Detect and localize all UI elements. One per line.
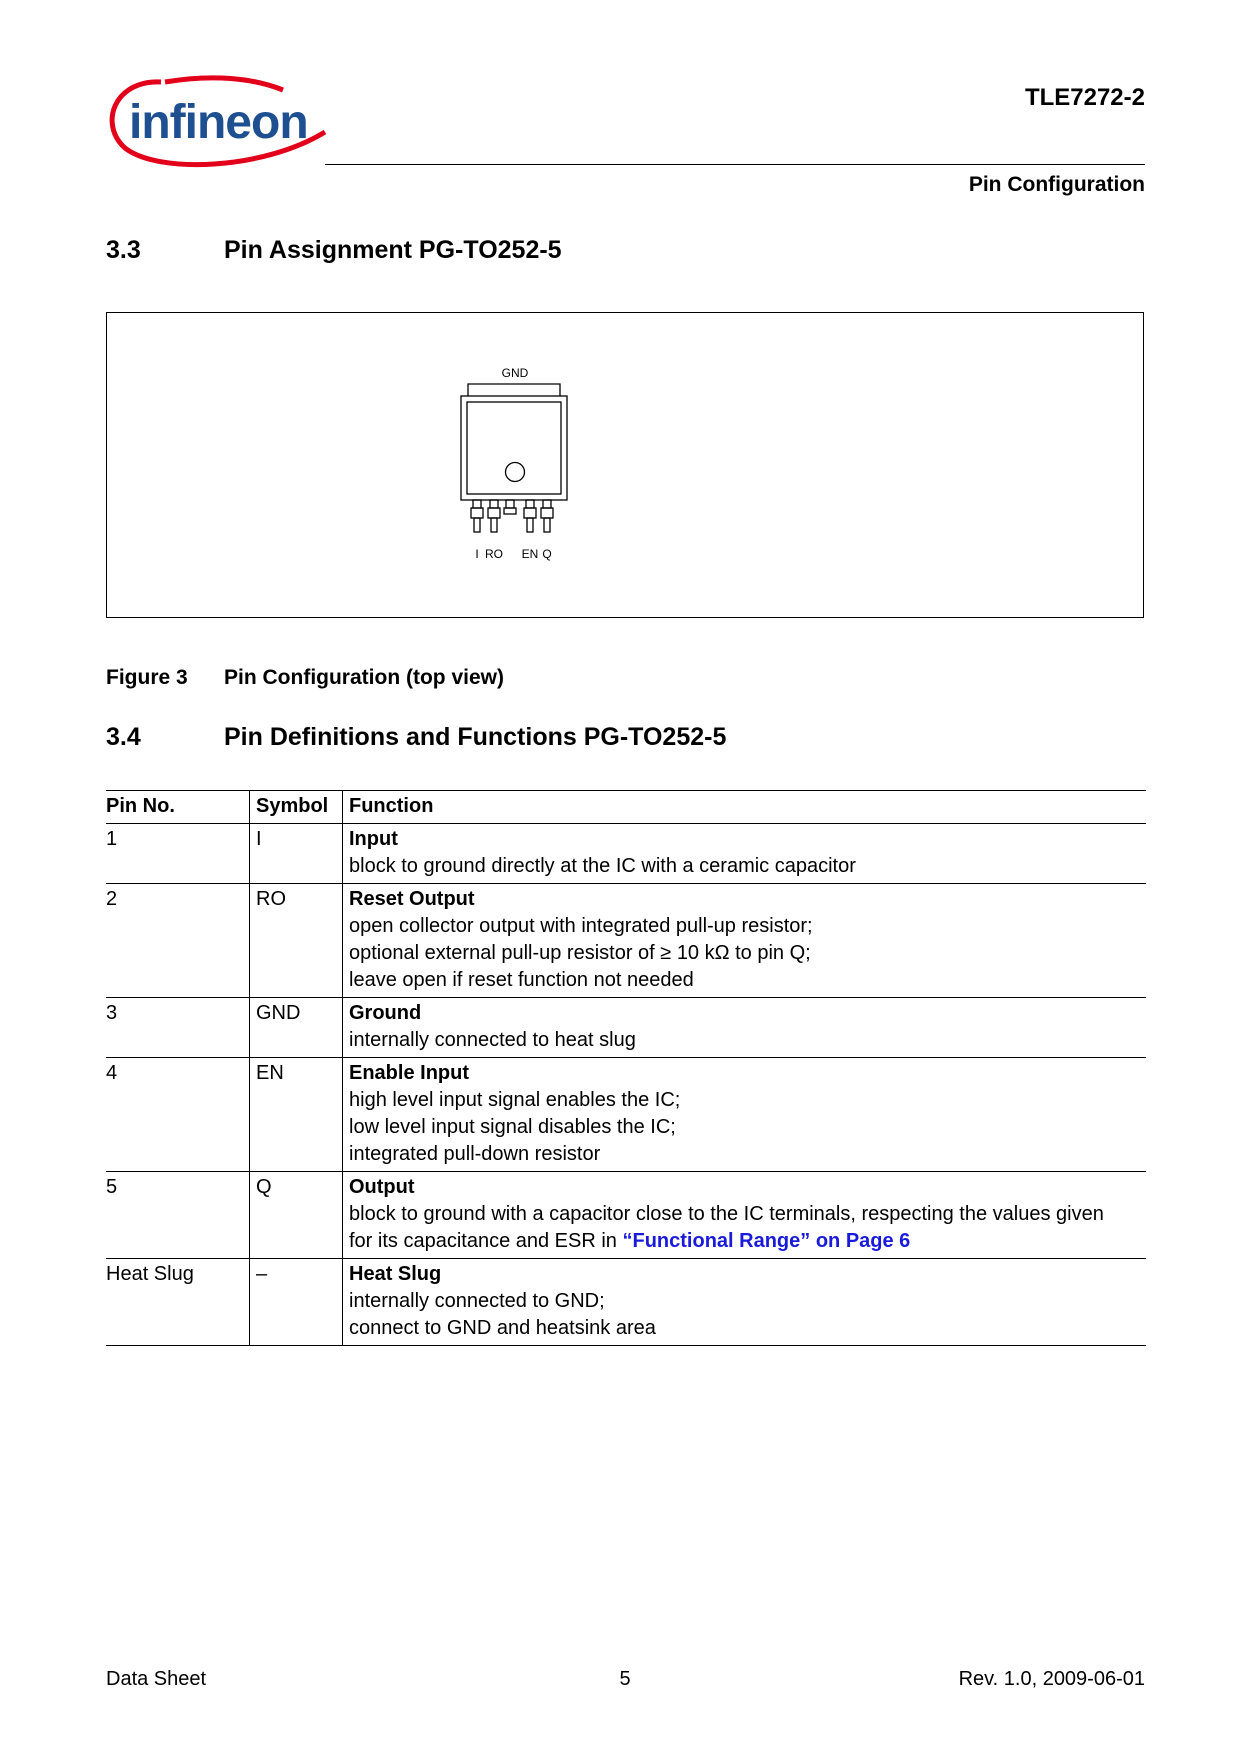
function-line: low level input signal disables the IC; [349,1116,676,1138]
pin-function [343,1172,1147,1259]
function-line: internally connected to GND; [349,1290,605,1312]
function-line [349,1228,1140,1255]
pin-symbol: – [250,1259,343,1346]
pin-label-i: I [475,547,479,561]
table-row [106,1259,1146,1346]
logo-wordmark: infineon [129,96,308,149]
function-line: block to ground with a capacitor close to the IC terminals, respecting the values given [349,1203,1104,1225]
function-line: high level input signal enables the IC; [349,1089,681,1111]
pin-label-ro: RO [485,547,503,561]
heading-3-3 [106,236,1006,268]
function-title: Output [349,1176,415,1198]
function-line: leave open if reset function not needed [349,969,694,991]
package-diagram [107,313,1143,617]
function-title: Ground [349,1002,422,1024]
heading-number: 3.3 [106,236,141,264]
functional-range-link[interactable]: “Functional Range” on Page 6 [622,1230,911,1252]
pin-symbol: EN [250,1058,343,1172]
function-line: connect to GND and heatsink area [349,1317,656,1339]
function-title: Heat Slug [349,1263,442,1285]
pin-number: 3 [106,998,250,1058]
footer-revision: Rev. 1.0, 2009-06-01 [958,1668,1145,1690]
pin-number: 4 [106,1058,250,1172]
function-line: open collector output with integrated pull-up resistor; [349,915,813,937]
pin-function [343,884,1147,998]
table-row [106,824,1146,884]
col-header-symbol: Symbol [250,791,343,824]
function-line: internally connected to heat slug [349,1029,636,1051]
table-header-row [106,791,1146,824]
document-title: TLE7272-2 [1024,84,1145,111]
table-row [106,1058,1146,1172]
pin-function [343,1259,1147,1346]
table-row [106,998,1146,1058]
function-title: Input [349,828,398,850]
footer-doc-type: Data Sheet [106,1668,207,1690]
function-line-prefix: for its capacitance and ESR in [349,1230,623,1252]
heading-3-4 [106,723,1006,755]
pin-number: 2 [106,884,250,998]
table-row [106,1172,1146,1259]
figure-caption-title: Pin Configuration (top view) [224,666,504,689]
function-line: integrated pull-down resistor [349,1143,601,1165]
pin-function [343,998,1147,1058]
pin-label-gnd: GND [501,366,529,380]
pin-number: Heat Slug [106,1259,250,1346]
pin-definitions-table [106,790,1146,1346]
header-divider [325,164,1145,165]
pin-label-en: EN [521,547,539,561]
function-title: Reset Output [349,888,475,910]
col-header-function: Function [343,791,1147,824]
col-header-pin-no: Pin No. [106,791,250,824]
function-title: Enable Input [349,1062,469,1084]
pin-function [343,1058,1147,1172]
function-line: optional external pull-up resistor of ≥ 10 kΩ to pin Q; [349,942,811,964]
heading-title: Pin Definitions and Functions PG-TO252-5 [224,723,727,751]
pin-symbol: Q [250,1172,343,1259]
pin-number: 1 [106,824,250,884]
figure-caption [106,666,1006,692]
pin-symbol: I [250,824,343,884]
figure-caption-label: Figure 3 [106,666,188,689]
logo-graphic [103,70,331,170]
chapter-name: Pin Configuration [968,173,1145,196]
pin-symbol: RO [250,884,343,998]
infineon-logo [103,70,331,170]
pin-label-q: Q [542,547,552,561]
function-line: block to ground directly at the IC with a ceramic capacitor [349,855,856,877]
pin-number: 5 [106,1172,250,1259]
figure-frame [106,312,1144,618]
pin-symbol: GND [250,998,343,1058]
heading-number: 3.4 [106,723,141,751]
heading-title: Pin Assignment PG-TO252-5 [224,236,562,264]
table-row [106,884,1146,998]
pin-function [343,824,1147,884]
footer-page-number: 5 [619,1668,631,1690]
